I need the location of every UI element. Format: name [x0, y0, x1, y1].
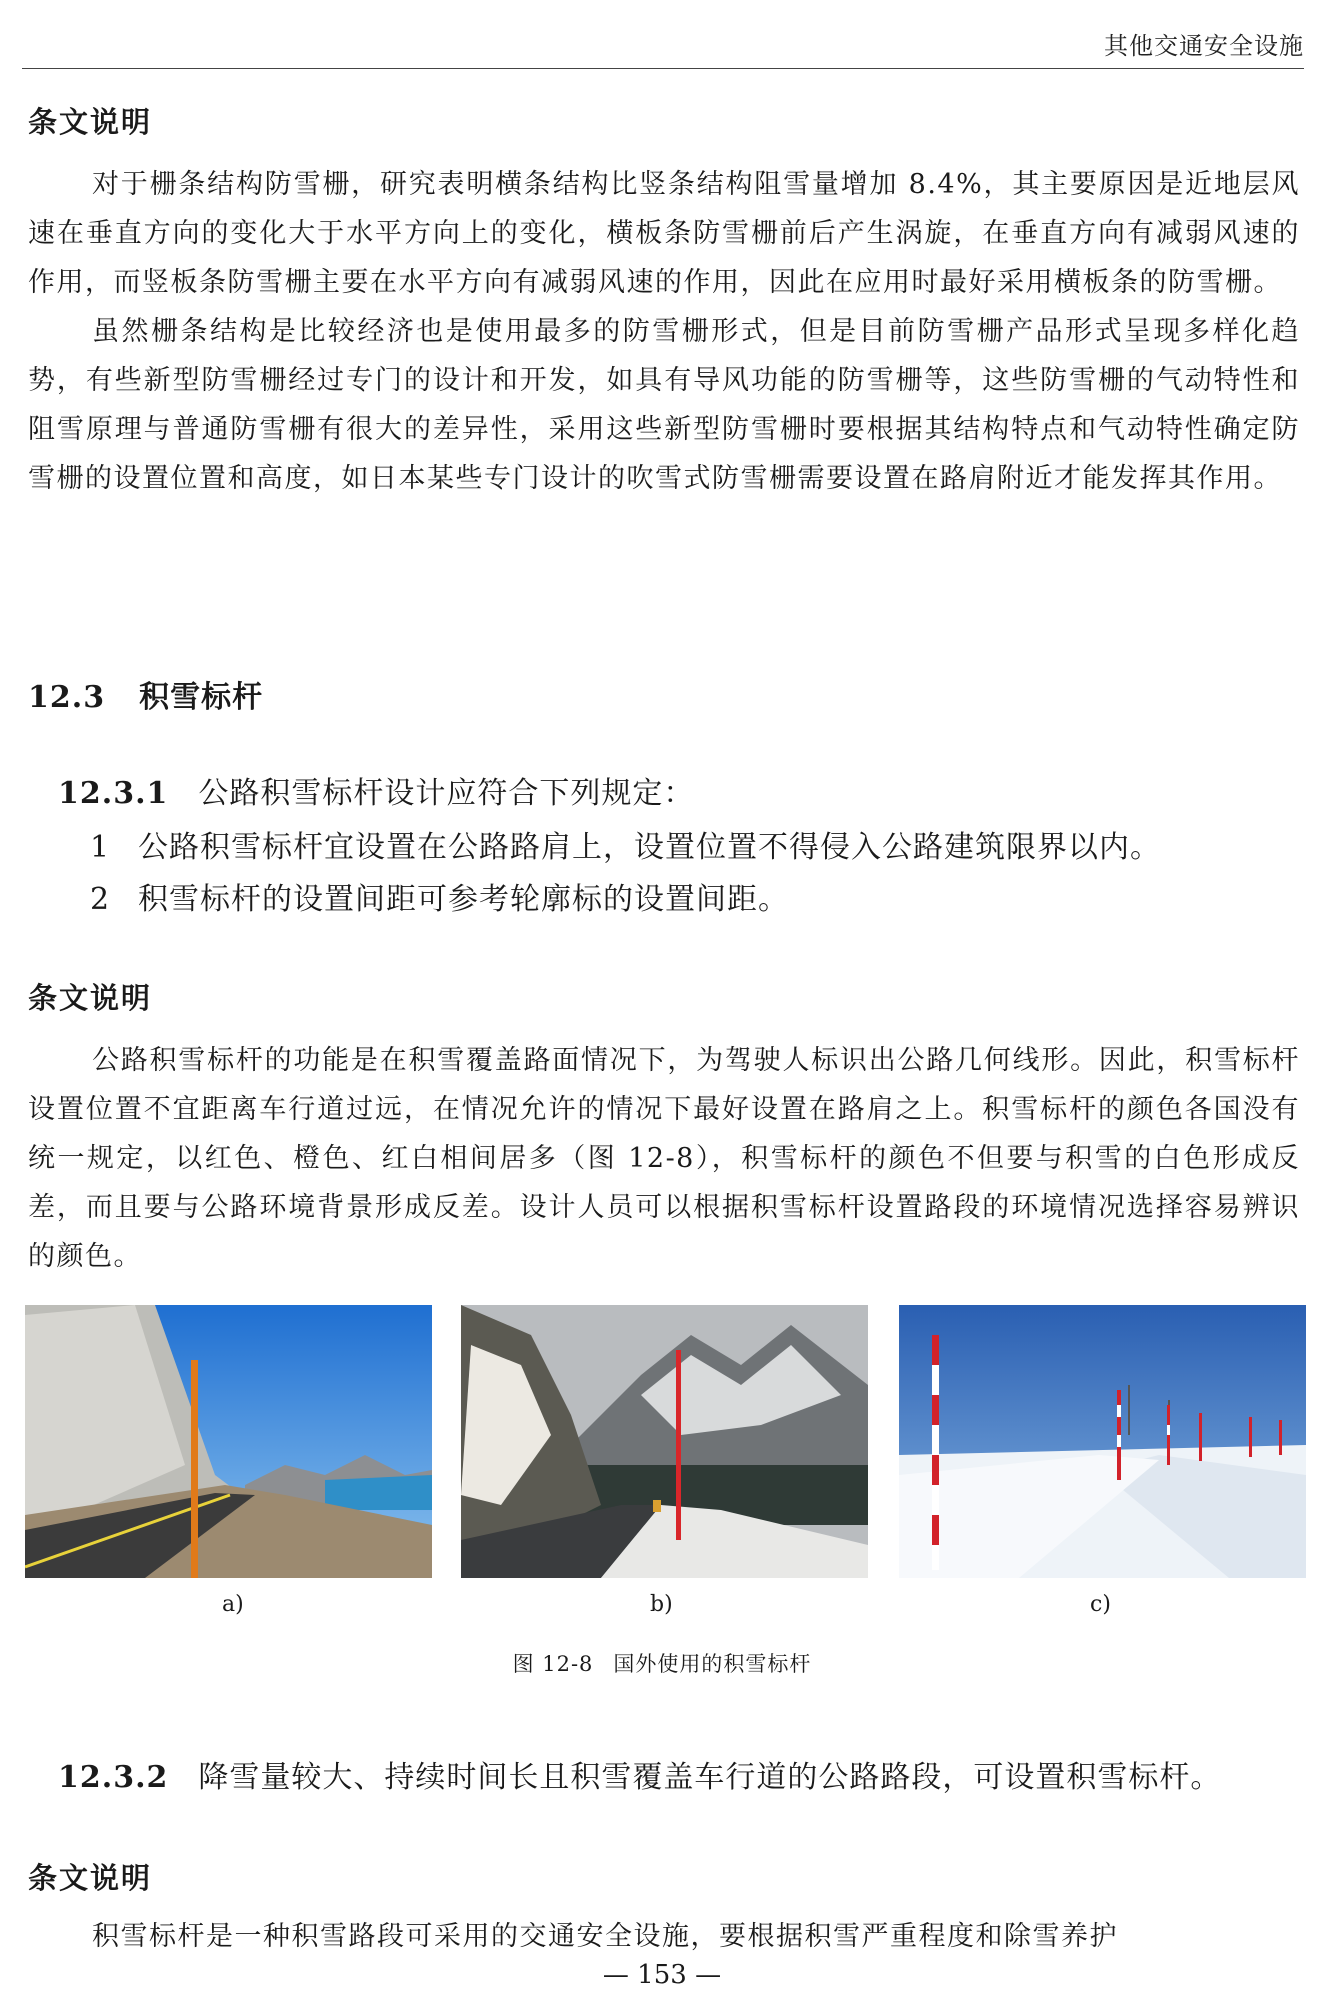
explanation-heading: 条文说明	[28, 981, 153, 1015]
running-header-title: 其他交通安全设施	[1104, 32, 1304, 60]
clause-text: 降雪量较大、持续时间长且积雪覆盖车行道的公路路段，可设置积雪标杆。	[198, 1760, 1222, 1795]
paragraph: 积雪标杆是一种积雪路段可采用的交通安全设施，要根据积雪严重程度和除雪养护	[92, 1921, 1118, 1952]
page-header	[0, 0, 1324, 70]
explanation-block-3	[28, 1856, 1300, 1897]
page-number: — 153 —	[602, 1960, 722, 1990]
snow-pole-c1	[932, 1335, 939, 1570]
explanation-body-1	[28, 160, 1300, 503]
figure-photo-c	[899, 1305, 1306, 1578]
clause-12-3-2	[58, 1752, 1318, 1796]
item-number: 1	[90, 830, 111, 865]
explanation-body-2	[28, 1036, 1300, 1281]
clause-number: 12.3.2	[58, 1760, 169, 1795]
clause-number: 12.3.1	[58, 776, 169, 811]
figure-caption	[0, 1648, 1324, 1678]
explanation-body-3	[28, 1912, 1300, 1961]
clause-item	[90, 874, 1300, 918]
figure-sublabel-b: b)	[650, 1592, 673, 1617]
clause-12-3-1	[58, 768, 1298, 812]
figure-sublabel-a: a)	[222, 1592, 244, 1617]
figure-photo-b	[461, 1305, 868, 1578]
section-title: 积雪标杆	[139, 680, 264, 715]
clause-item	[90, 822, 1300, 866]
figure-caption-text: 国外使用的积雪标杆	[613, 1652, 812, 1676]
explanation-heading: 条文说明	[28, 105, 153, 139]
paragraph: 对于栅条结构防雪栅，研究表明横条结构比竖条结构阻雪量增加 8.4%，其主要原因是近地层风速在垂直方向的变化大于水平方向上的变化，横板条防雪栅前后产生涡旋，在垂直方向有减弱风速的作用，而竖板条防雪栅主要在水平方向有减弱风速的作用，因此在应用时最好采用横板条的防雪栅。	[28, 169, 1300, 298]
clause-text: 公路积雪标杆设计应符合下列规定：	[198, 776, 695, 811]
figure-number: 图 12-8	[512, 1652, 594, 1676]
paragraph: 公路积雪标杆的功能是在积雪覆盖路面情况下，为驾驶人标识出公路几何线形。因此，积雪标杆设置位置不宜距离车行道过远，在情况允许的情况下最好设置在路肩之上。积雪标杆的颜色各国没有统一规定，以红色、橙色、红白相间居多（图 12-8），积雪标杆的颜色不但要与积雪的白色形成反差，而且要与公路环境背景形成反差。设计人员可以根据积雪标杆设置路段的环境情况选择容易辨识的颜色。	[28, 1045, 1300, 1272]
item-number: 2	[90, 882, 111, 917]
paragraph: 虽然栅条结构是比较经济也是使用最多的防雪栅形式，但是目前防雪栅产品形式呈现多样化趋势，有些新型防雪栅经过专门的设计和开发，如具有导风功能的防雪栅等，这些防雪栅的气动特性和阻雪原理与普通防雪栅有很大的差异性，采用这些新型防雪栅时要根据其结构特点和气动特性确定防雪栅的设置位置和高度，如日本某些专门设计的吹雪式防雪栅需要设置在路肩附近才能发挥其作用。	[28, 316, 1300, 494]
section-heading	[28, 672, 1300, 716]
explanation-heading: 条文说明	[28, 1861, 153, 1895]
explanation-block-1	[28, 100, 1300, 141]
section-number: 12.3	[28, 680, 106, 715]
item-text: 公路积雪标杆宜设置在公路路肩上，设置位置不得侵入公路建筑限界以内。	[138, 830, 1161, 865]
explanation-block-2	[28, 976, 1300, 1017]
header-rule	[22, 68, 1304, 69]
item-text: 积雪标杆的设置间距可参考轮廓标的设置间距。	[138, 882, 789, 917]
figure-photo-a	[25, 1305, 432, 1578]
figure-sublabel-c: c)	[1090, 1592, 1111, 1617]
